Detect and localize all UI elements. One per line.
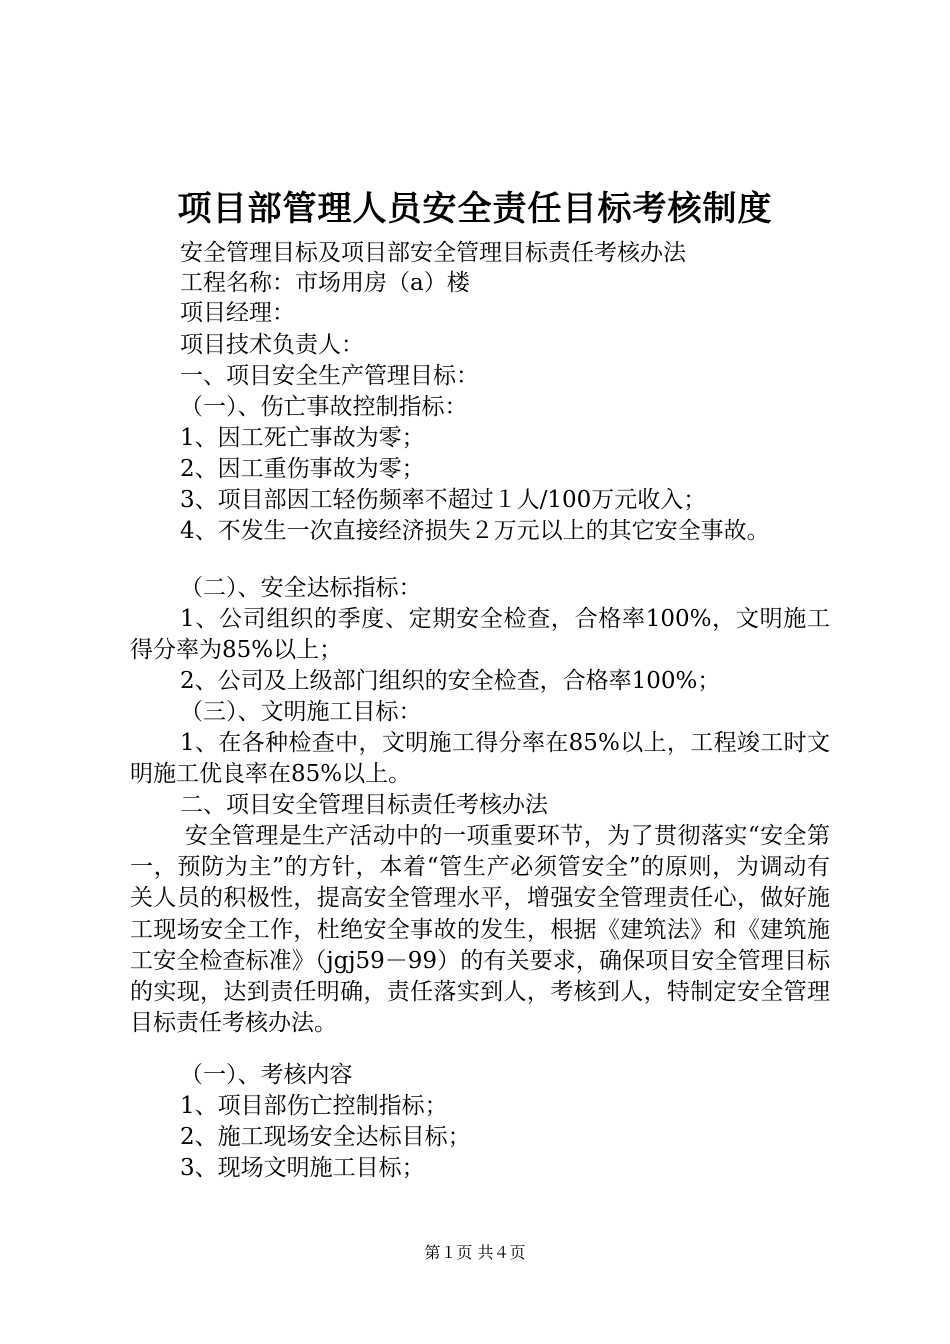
project-manager-line: 项目经理： — [180, 300, 295, 326]
list-item: 3、现场文明施工目标； — [180, 1155, 425, 1181]
tech-lead-line: 项目技术负责人： — [180, 332, 364, 358]
project-name-line: 工程名称：市场用房（a）楼 — [180, 270, 470, 296]
document-title: 项目部管理人员安全责任目标考核制度 — [177, 189, 773, 229]
section-1-heading: 一、项目安全生产管理目标： — [180, 363, 479, 389]
list-item: 2、因工重伤事故为零； — [180, 456, 425, 482]
section-2-heading: 二、项目安全管理目标责任考核办法 — [180, 792, 548, 818]
section-1-2-heading: （二）、安全达标指标： — [180, 575, 422, 601]
page-footer: 第１页 共４页 — [424, 1243, 526, 1262]
paragraph-text: 1、在各种检查中，文明施工得分率在85%以上，工程竣工时文明施工优良率在85%以上。 — [130, 730, 830, 788]
list-item: 2、公司及上级部门组织的安全检查，合格率100%； — [180, 668, 721, 694]
section-1-1-heading: （一）、伤亡事故控制指标： — [180, 394, 468, 420]
list-item: 1、项目部伤亡控制指标； — [180, 1093, 448, 1119]
paragraph — [130, 604, 830, 666]
paragraph-text: 安全管理是生产活动中的一项重要环节，为了贯彻落实“安全第一，预防为主”的方针，本着“管生产必须管安全”的原则，为调动有关人员的积极性，提高安全管理水平，增强安全管理责任心，做好施工现场安全工作，杜绝安全事故的发生，根据《建筑法》和《建筑施工安全检查标准》（jgj59－99）的有关要求，确保项目安全管理目标的实现，达到责任明确，责任落实到人，考核到人，特制定安全管理目标责任考核办法。 — [130, 823, 830, 1037]
section-1-3-heading: （三）、文明施工目标： — [180, 699, 422, 725]
list-item: 3、项目部因工轻伤频率不超过１人/100万元收入； — [180, 487, 707, 513]
section-2-1-heading: （一）、考核内容 — [180, 1062, 353, 1088]
list-item: 2、施工现场安全达标目标； — [180, 1124, 471, 1150]
list-item: 1、因工死亡事故为零； — [180, 425, 425, 451]
list-item: 4、不发生一次直接经济损失２万元以上的其它安全事故。 — [180, 518, 770, 544]
subtitle-line: 安全管理目标及项目部安全管理目标责任考核办法 — [180, 240, 686, 266]
paragraph-text: 1、公司组织的季度、定期安全检查，合格率100%，文明施工得分率为85%以上； — [130, 606, 830, 664]
paragraph — [130, 728, 830, 790]
paragraph — [130, 821, 830, 1039]
